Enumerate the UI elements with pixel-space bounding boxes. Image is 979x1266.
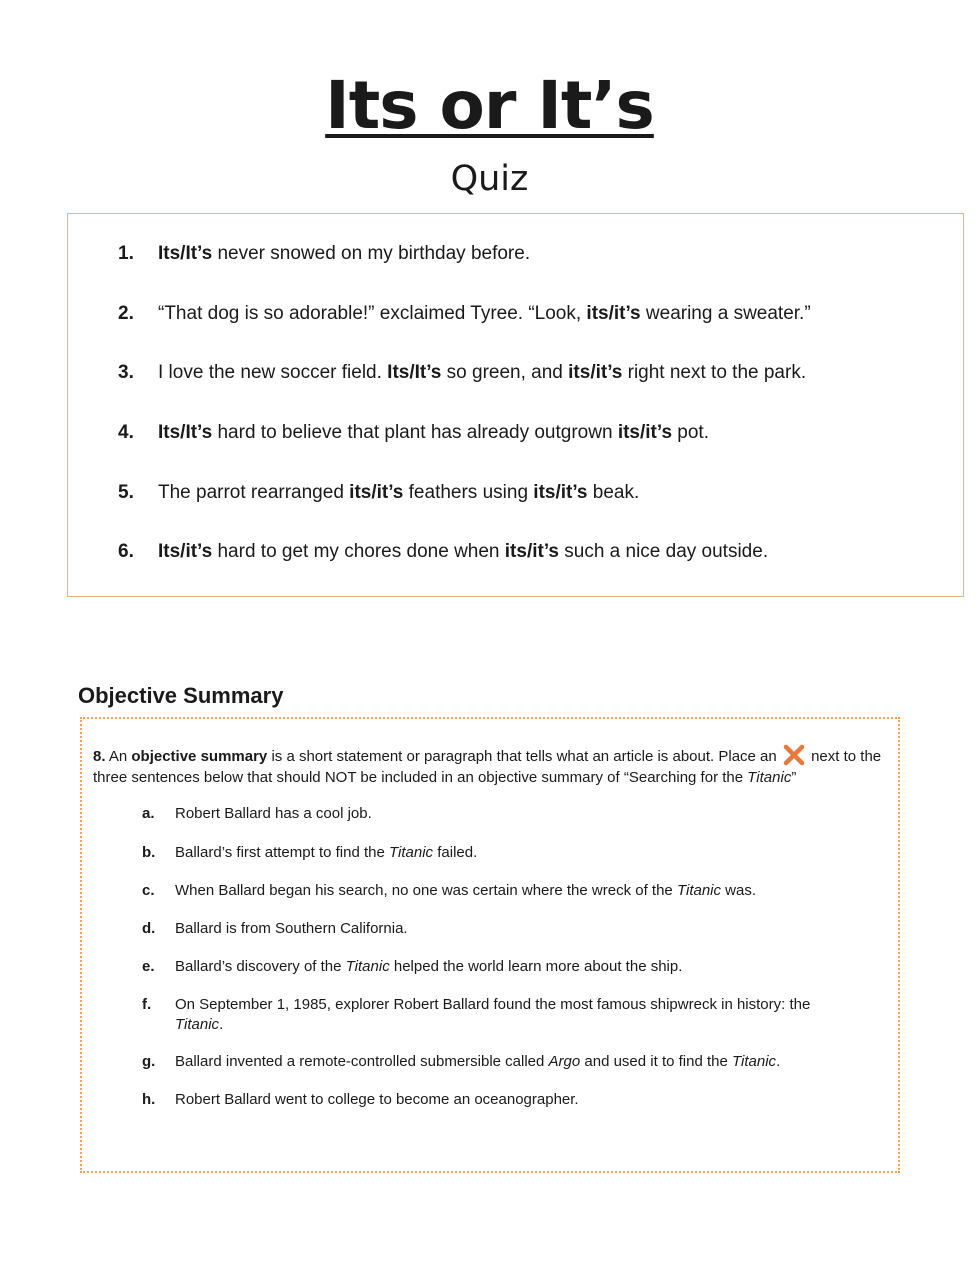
text-fragment: its/it’s (504, 541, 559, 562)
option-text (175, 804, 372, 824)
section-heading: Objective Summary (78, 683, 284, 708)
text-fragment: Ballard’s discovery of the (175, 958, 346, 975)
question-8-prompt (93, 744, 883, 788)
text-fragment: its/it’s (568, 362, 623, 383)
option-text-line (175, 919, 408, 939)
text-fragment: beak. (587, 482, 640, 503)
text-fragment: Titanic (732, 1053, 777, 1070)
page-title: Its or It’s (325, 67, 654, 144)
question-text (158, 540, 768, 564)
option-letter: b. (142, 844, 156, 861)
question-number: 8. (93, 748, 106, 765)
question-text (158, 242, 530, 266)
text-fragment: Titanic (389, 844, 434, 861)
option-text-line (175, 843, 477, 863)
text-fragment: Ballard is from Southern California. (175, 920, 408, 937)
intro-text-1: An (105, 748, 132, 765)
text-fragment: . (776, 1053, 781, 1070)
page-subtitle: Quiz (450, 159, 529, 199)
text-fragment: Titanic (676, 882, 722, 899)
text-fragment: hard to get my chores done when (212, 541, 505, 562)
option-text-line (175, 1090, 579, 1110)
option-letter: g. (142, 1053, 156, 1070)
option-text-line (175, 881, 756, 901)
option-letter: h. (142, 1091, 156, 1108)
intro-term: objective summary (131, 748, 268, 765)
option-text (175, 919, 408, 939)
text-fragment: its/it’s (617, 422, 673, 443)
question-number: 3. (118, 362, 134, 383)
question-number: 4. (118, 422, 134, 443)
text-fragment: feathers using (403, 482, 534, 503)
question-text (158, 302, 811, 326)
option-text-line (175, 1052, 780, 1072)
text-fragment: When Ballard began his search, no one was certain where the wreck of the (175, 882, 677, 899)
question-text (158, 421, 709, 445)
intro-text-4: ” (791, 769, 797, 786)
question-text (158, 361, 806, 385)
text-fragment: Robert Ballard has a cool job. (175, 805, 372, 822)
question-number: 6. (118, 541, 134, 562)
option-text-line (175, 995, 810, 1015)
text-fragment: Titanic (345, 958, 390, 975)
question-number: 1. (118, 243, 134, 264)
text-fragment: hard to believe that plant has already outgrown (212, 422, 618, 443)
option-text-line (175, 804, 372, 824)
text-fragment: right next to the park. (622, 362, 807, 383)
option-letter: d. (142, 920, 156, 937)
option-text (175, 995, 810, 1035)
text-fragment: “That dog is so adorable!” exclaimed Tyree. “Look, (158, 303, 587, 324)
question-number: 2. (118, 303, 134, 324)
text-fragment: Its/It’s (158, 422, 213, 443)
text-fragment: Ballard’s first attempt to find the (175, 844, 389, 861)
text-fragment: its/it’s (349, 482, 404, 503)
option-text-line (175, 1015, 810, 1035)
text-fragment: The parrot rearranged (158, 482, 350, 503)
text-fragment: its/it’s (533, 482, 588, 503)
option-letter: e. (142, 958, 155, 975)
text-fragment: Titanic (175, 1016, 220, 1033)
text-fragment: . (219, 1016, 224, 1033)
text-fragment: Its/it’s (158, 541, 213, 562)
question-text (158, 481, 639, 505)
text-fragment: Its/It’s (387, 362, 442, 383)
text-fragment: and used it to find the (580, 1053, 732, 1070)
intro-text-2: is a short statement or paragraph that tells what an article is about. Place an (267, 748, 781, 765)
text-fragment: was. (721, 882, 757, 899)
intro-title-italic: Titanic (747, 769, 792, 786)
text-fragment: so green, and (441, 362, 569, 383)
option-letter: f. (142, 996, 152, 1013)
text-fragment: Argo (548, 1053, 581, 1070)
text-fragment: wearing a sweater.” (640, 303, 811, 324)
text-fragment: failed. (433, 844, 478, 861)
text-fragment: Ballard invented a remote-controlled submersible called (175, 1053, 549, 1070)
option-text (175, 1090, 579, 1110)
option-text (175, 1052, 780, 1072)
option-letter: a. (142, 805, 155, 822)
question-number: 5. (118, 482, 134, 503)
text-fragment: such a nice day outside. (558, 541, 769, 562)
option-text (175, 957, 682, 977)
option-letter: c. (142, 882, 155, 899)
option-text-line (175, 957, 682, 977)
option-text (175, 881, 756, 901)
x-mark-icon (782, 744, 806, 766)
text-fragment: On September 1, 1985, explorer Robert Ballard found the most famous shipwreck in history: the (175, 996, 811, 1013)
text-fragment: its/it’s (586, 303, 641, 324)
text-fragment: I love the new soccer field. (158, 362, 388, 383)
text-fragment: Robert Ballard went to college to become an oceanographer. (175, 1091, 579, 1108)
option-text (175, 843, 477, 863)
text-fragment: Its/It’s (158, 243, 213, 264)
intro-text-3: next to the three sentences below that should NOT be included in an objective summary of “Searching for the (93, 748, 882, 786)
text-fragment: pot. (672, 422, 709, 443)
text-fragment: helped the world learn more about the ship. (389, 958, 683, 975)
text-fragment: never snowed on my birthday before. (212, 243, 531, 264)
